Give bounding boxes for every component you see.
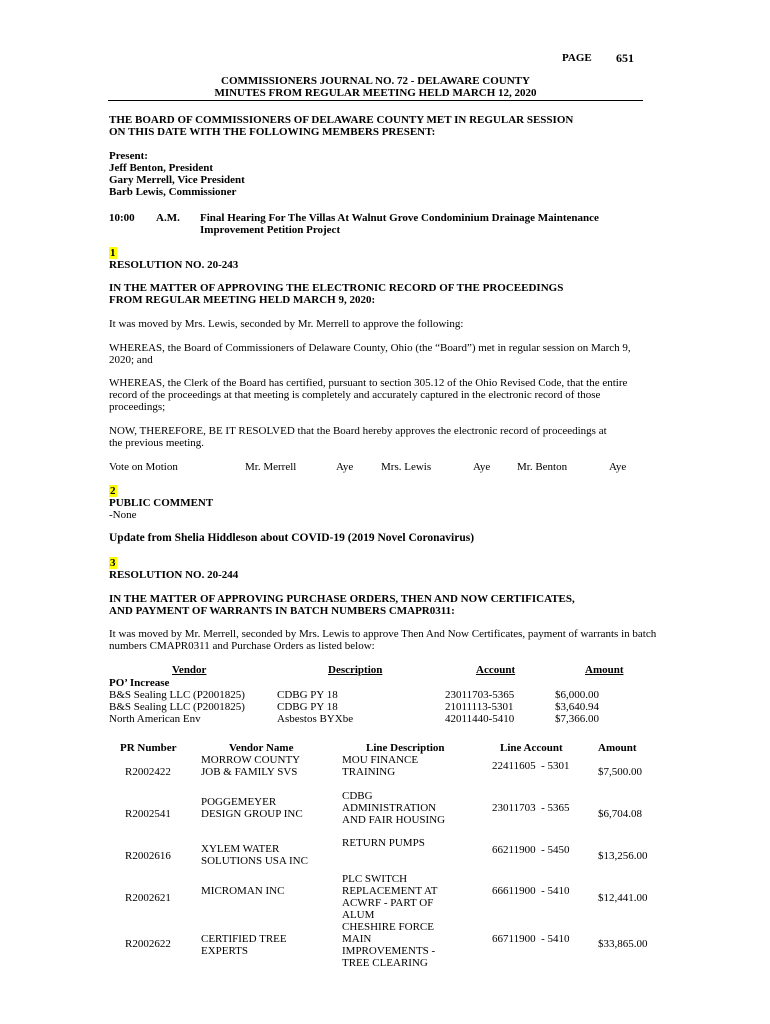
pr-number: R2002622 xyxy=(125,938,171,950)
motion-text: It was moved by Mrs. Lewis, seconded by Mr. Merrell to approve the following: xyxy=(109,318,464,330)
vote-value-lewis: Aye xyxy=(473,461,491,473)
present-label: Present: xyxy=(109,150,148,162)
pr-amount: $13,256.00 xyxy=(598,850,648,862)
vote-member-merrell: Mr. Merrell xyxy=(245,461,297,473)
po-row-description: Asbestos BYXbe xyxy=(277,713,354,725)
pr-vendor-line: JOB & FAMILY SVS xyxy=(201,766,298,778)
pr-vendor-line: DESIGN GROUP INC xyxy=(201,808,303,820)
pr-desc-line: CDBG xyxy=(342,790,373,802)
pr-vendor-line: MORROW COUNTY xyxy=(201,754,301,766)
resolution-title-1: IN THE MATTER OF APPROVING THE ELECTRONIC RECORD OF THE PROCEEDINGS xyxy=(109,282,564,294)
vote-value-merrell: Aye xyxy=(336,461,354,473)
member-commissioner: Barb Lewis, Commissioner xyxy=(109,186,237,198)
pr-number: R2002422 xyxy=(125,766,171,778)
pr-line-account: 66711900 - 5410 xyxy=(492,933,570,945)
public-comment-text: -None xyxy=(109,509,137,521)
whereas-1: WHEREAS, the Board of Commissioners of Delaware County, Ohio (the “Board”) met in regular session on March 9, 2020; and xyxy=(109,342,631,366)
resolution-title-2: FROM REGULAR MEETING HELD MARCH 9, 2020: xyxy=(109,294,376,306)
po-row-account: 23011703-5365 xyxy=(445,689,515,701)
resolution-title-2: AND PAYMENT OF WARRANTS IN BATCH NUMBERS CMAPR0311: xyxy=(109,605,455,617)
member-president: Jeff Benton, President xyxy=(109,162,213,174)
pr-amount: $12,441.00 xyxy=(598,892,648,904)
resolution-number: RESOLUTION NO. 20-244 xyxy=(109,569,239,581)
pr-desc-line: TRAINING xyxy=(342,766,396,778)
po-row-vendor: B&S Sealing LLC (P2001825) xyxy=(109,701,245,713)
hearing-line-1: Final Hearing For The Villas At Walnut Grove Condominium Drainage Maintenance xyxy=(200,212,599,224)
journal-title: COMMISSIONERS JOURNAL NO. 72 - DELAWARE COUNTY xyxy=(221,75,530,87)
po-row-amount: $7,366.00 xyxy=(555,713,599,725)
intro-line-2: ON THIS DATE WITH THE FOLLOWING MEMBERS PRESENT: xyxy=(109,126,436,138)
pr-line-account: 23011703 - 5365 xyxy=(492,802,570,814)
pr-vendor-line: EXPERTS xyxy=(201,945,249,957)
resolution-number: RESOLUTION NO. 20-243 xyxy=(109,259,239,271)
pr-number: R2002541 xyxy=(125,808,171,820)
hearing-time: 10:00 xyxy=(109,212,135,224)
pr-line-account: 66611900 - 5410 xyxy=(492,885,570,897)
pr-amount: $6,704.08 xyxy=(598,808,642,820)
po-header-account: Account xyxy=(476,664,516,676)
pr-line-account: 66211900 - 5450 xyxy=(492,844,570,856)
pr-header-line-account: Line Account xyxy=(500,742,563,754)
pr-desc-line: RETURN PUMPS xyxy=(342,837,425,849)
po-row-amount: $6,000.00 xyxy=(555,689,599,701)
pr-vendor-line: POGGEMEYER xyxy=(201,796,277,808)
whereas-2: WHEREAS, the Clerk of the Board has certified, pursuant to section 305.12 of the Ohio Revised Code, that the entire record of the proceedings at that meeting is completely and accurately captured in the electronic record of those proceedings; xyxy=(109,377,628,413)
pr-line-account: 22411605 - 5301 xyxy=(492,760,570,772)
pr-desc-line: PLC SWITCH xyxy=(342,873,408,885)
pr-desc-line: AND FAIR HOUSING xyxy=(342,814,446,826)
pr-header-number: PR Number xyxy=(120,742,177,754)
pr-vendor-line: SOLUTIONS USA INC xyxy=(201,855,308,867)
pr-amount: $7,500.00 xyxy=(598,766,642,778)
pr-vendor-line: XYLEM WATER xyxy=(201,843,280,855)
pr-desc-line: TREE CLEARING xyxy=(342,957,428,969)
pr-number: R2002616 xyxy=(125,850,171,862)
pr-vendor-line: MICROMAN INC xyxy=(201,885,285,897)
hearing-ampm: A.M. xyxy=(156,212,180,224)
resolution-title-1: IN THE MATTER OF APPROVING PURCHASE ORDERS, THEN AND NOW CERTIFICATES, xyxy=(109,593,575,605)
motion-text: It was moved by Mr. Merrell, seconded by Mrs. Lewis to approve Then And Now Certificates, payment of warrants in batch numbers CMAPR0311 and Purchase Orders as listed below: xyxy=(109,628,657,652)
pr-desc-line: MOU FINANCE xyxy=(342,754,419,766)
item-number-badge: 1 xyxy=(110,247,116,259)
vote-label: Vote on Motion xyxy=(109,461,178,473)
header-rule xyxy=(108,100,643,101)
pr-desc-line: REPLACEMENT AT xyxy=(342,885,438,897)
po-row-description: CDBG PY 18 xyxy=(277,689,338,701)
pr-desc-line: MAIN xyxy=(342,933,372,945)
po-header-amount: Amount xyxy=(585,664,624,676)
pr-header-line-description: Line Description xyxy=(366,742,445,754)
pr-desc-line: IMPROVEMENTS - xyxy=(342,945,436,957)
vote-member-lewis: Mrs. Lewis xyxy=(381,461,432,473)
po-section-label: PO’ Increase xyxy=(109,677,170,689)
hearing-line-2: Improvement Petition Project xyxy=(200,224,341,236)
vote-value-benton: Aye xyxy=(609,461,627,473)
po-row-vendor: North American Env xyxy=(109,713,201,725)
pr-header-vendor: Vendor Name xyxy=(229,742,294,754)
po-header-vendor: Vendor xyxy=(172,664,207,676)
page-label: PAGE xyxy=(562,52,592,64)
item-number-badge: 2 xyxy=(110,485,116,497)
item-number-badge: 3 xyxy=(110,557,116,569)
update-heading: Update from Shelia Hiddleson about COVID-19 (2019 Novel Coronavirus) xyxy=(109,532,475,544)
minutes-title: MINUTES FROM REGULAR MEETING HELD MARCH 12, 2020 xyxy=(214,87,537,99)
pr-desc-line: ALUM xyxy=(342,909,375,921)
po-row-account: 42011440-5410 xyxy=(445,713,515,725)
po-row-amount: $3,640.94 xyxy=(555,701,599,713)
vote-member-benton: Mr. Benton xyxy=(517,461,568,473)
resolved-text: NOW, THEREFORE, BE IT RESOLVED that the Board hereby approves the electronic record of proceedings at the previous meeting. xyxy=(109,425,607,449)
pr-number: R2002621 xyxy=(125,892,171,904)
pr-header-amount: Amount xyxy=(598,742,637,754)
po-header-description: Description xyxy=(328,664,383,676)
pr-desc-line: ADMINISTRATION xyxy=(342,802,437,814)
member-vice-president: Gary Merrell, Vice President xyxy=(109,174,245,186)
pr-desc-line: CHESHIRE FORCE xyxy=(342,921,434,933)
page-number: 651 xyxy=(616,51,634,65)
public-comment-title: PUBLIC COMMENT xyxy=(109,497,214,509)
intro-line-1: THE BOARD OF COMMISSIONERS OF DELAWARE COUNTY MET IN REGULAR SESSION xyxy=(109,114,574,126)
po-row-description: CDBG PY 18 xyxy=(277,701,338,713)
pr-desc-line: ACWRF - PART OF xyxy=(342,897,434,909)
pr-amount: $33,865.00 xyxy=(598,938,648,950)
po-row-account: 21011113-5301 xyxy=(445,701,514,713)
po-row-vendor: B&S Sealing LLC (P2001825) xyxy=(109,689,245,701)
pr-vendor-line: CERTIFIED TREE xyxy=(201,933,287,945)
